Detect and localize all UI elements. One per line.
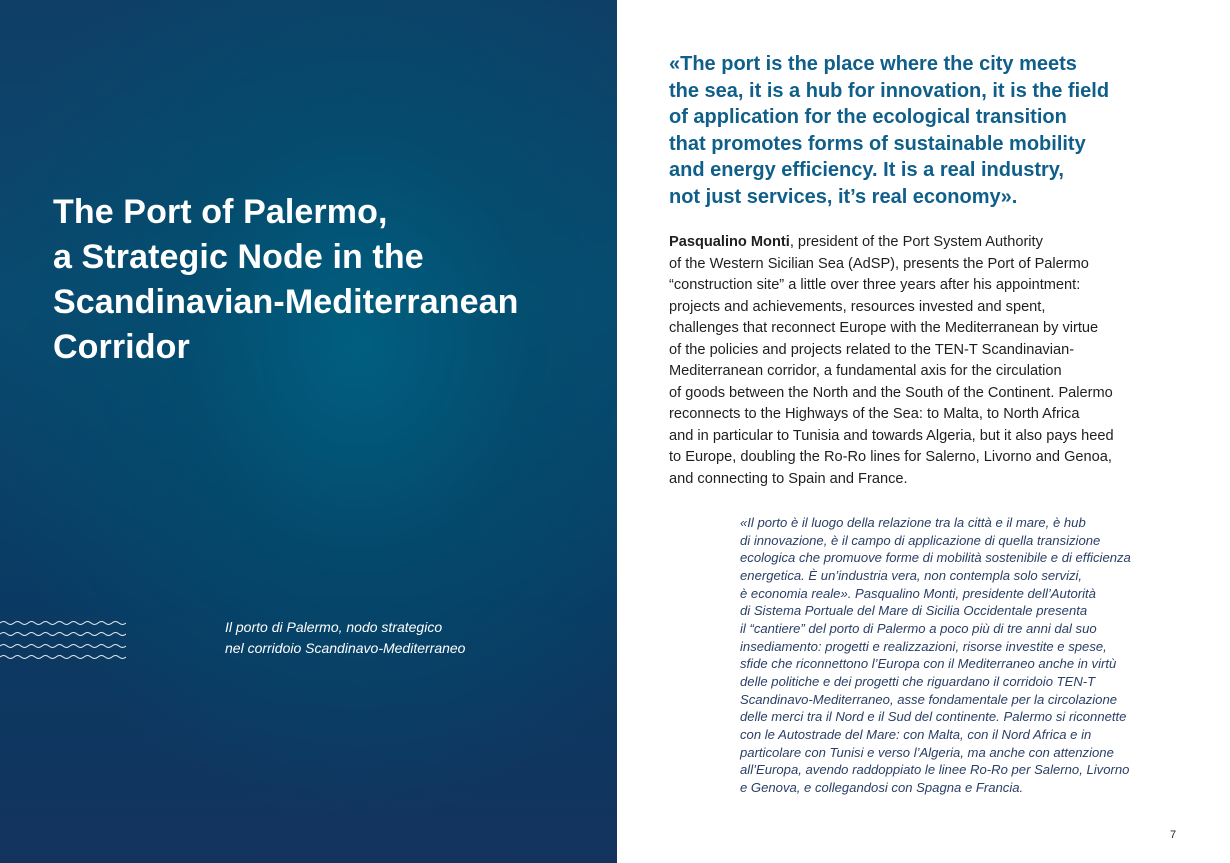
section-title <box>53 190 593 370</box>
italian-line: «Il porto è il luogo della relazione tra la città e il mare, è hub <box>740 515 1086 530</box>
italian-line: il “cantiere” del porto di Palermo a poco più di tre anni dal suo <box>740 620 1097 636</box>
body-line <box>669 232 1199 254</box>
italian-line: all’Europa, avendo raddoppiato le linee Ro-Ro per Salerno, Livorno <box>740 762 1130 778</box>
italian-line: Scandinavo-Mediterraneo, asse fondamentale per la circolazione <box>740 691 1118 707</box>
body-line: of goods between the North and the South of the Continent. Palermo <box>669 384 1113 401</box>
italian-line: insediamento: progetti e realizzazioni, risorse investite e spese, <box>740 638 1107 654</box>
italian-line: sfide che riconnettono l’Europa con il Mediterraneo anche in virtù <box>740 656 1117 672</box>
caption-line: nel corridoio Scandinavo-Mediterraneo <box>225 640 466 656</box>
page-number: 7 <box>1170 829 1177 841</box>
body-line: to Europe, doubling the Ro-Ro lines for Salerno, Livorno and Genoa, <box>669 449 1112 465</box>
italian-line: è economia reale». Pasqualino Monti, presidente dell’Autorità <box>740 585 1096 601</box>
italian-caption <box>225 617 465 659</box>
italian-line: di innovazione, è il campo di applicazione di quella transizione <box>740 532 1101 548</box>
italian-line: particolare con Tunisi e verso l’Algeria, ma anche con attenzione <box>740 744 1114 760</box>
pull-quote-line: the sea, it is a hub for innovation, it is the field <box>669 79 1110 102</box>
italian-line: e Genova, e collegandosi con Spagna e Francia. <box>740 779 1024 795</box>
body-line: challenges that reconnect Europe with the Mediterranean by virtue <box>669 320 1099 336</box>
section-title-line: The Port of Palermo, <box>53 193 388 231</box>
pull-quote <box>669 51 1109 210</box>
italian-line: energetica. È un’industria vera, non contempla solo servizi, <box>740 567 1083 583</box>
body-line: “construction site” a little over three years after his appointment: <box>669 277 1081 293</box>
body-line-rest: , president of the Port System Authority <box>789 234 1043 250</box>
pull-quote-line: and energy efficiency. It is a real industry, <box>669 159 1064 181</box>
pull-quote-line: that promotes forms of sustainable mobility <box>669 132 1086 155</box>
pull-quote-line: not just services, it’s real economy». <box>669 185 1018 208</box>
body-line: projects and achievements, resources invested and spent, <box>669 298 1046 315</box>
body-line: of the Western Sicilian Sea (AdSP), presents the Port of Palermo <box>669 255 1089 272</box>
body-line: reconnects to the Highways of the Sea: to Malta, to North Africa <box>669 406 1080 422</box>
italian-line: delle politiche e dei progetti che riguardano il corridoio TEN-T <box>740 673 1096 689</box>
wave-lines-icon <box>0 616 126 666</box>
pull-quote-line: of application for the ecological transition <box>669 106 1067 128</box>
body-line: and in particular to Tunisia and towards Algeria, but it also pays heed <box>669 427 1114 444</box>
italian-line: delle merci tra il Nord e il Sud del continente. Palermo si riconnette <box>740 709 1127 725</box>
author-name: Pasqualino Monti <box>669 234 790 250</box>
italian-line: con le Autostrade del Mare: con Malta, con il Nord Africa e in <box>740 726 1092 742</box>
section-title-line: Scandinavian-Mediterranean <box>53 283 519 321</box>
italian-line: di Sistema Portuale del Mare di Sicilia Occidentale presenta <box>740 603 1088 619</box>
italian-body <box>740 514 1200 797</box>
body-line: of the policies and projects related to the TEN-T Scandinavian- <box>669 341 1075 358</box>
section-title-line: Corridor <box>53 328 190 366</box>
pull-quote-line: «The port is the place where the city meets <box>669 53 1077 75</box>
caption-line: Il porto di Palermo, nodo strategico <box>225 619 443 635</box>
body-line: Mediterranean corridor, a fundamental axis for the circulation <box>669 363 1062 379</box>
italian-line: ecologica che promuove forme di mobilità sostenibile e di efficienza <box>740 550 1131 566</box>
body-line: and connecting to Spain and France. <box>669 470 908 487</box>
section-title-line: a Strategic Node in the <box>53 238 424 276</box>
english-body <box>669 232 1199 490</box>
